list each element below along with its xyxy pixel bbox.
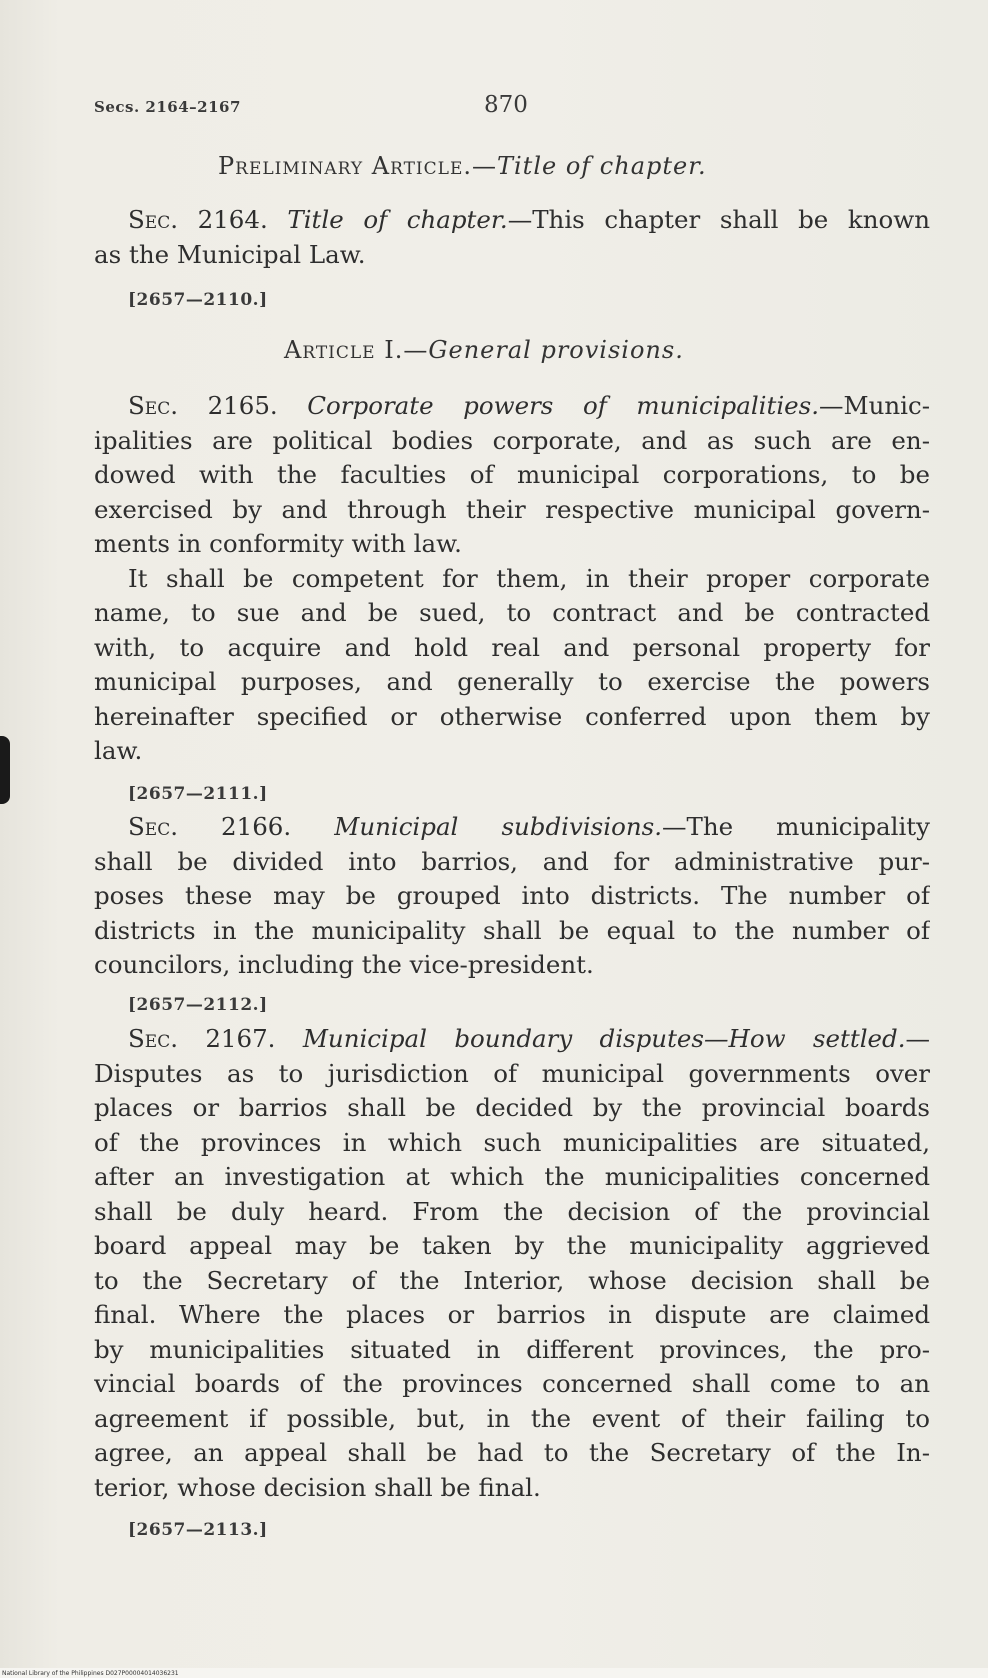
section-line: Sec. 2167. Municipal boundary disputes—How settled.—: [128, 1024, 930, 1053]
section-line: It shall be competent for them, in their proper corporate: [128, 563, 930, 593]
section-2167-reference: [2657—2113.]: [128, 1520, 268, 1540]
section-2166: [94, 810, 930, 983]
section-number: Sec. 2167.: [128, 1024, 303, 1053]
section-title: Municipal subdivisions.: [334, 812, 662, 841]
section-line: to the Secretary of the Interior, whose decision shall be: [94, 1265, 930, 1295]
section-title: Corporate powers of municipalities.: [307, 391, 820, 420]
section-line: after an investigation at which the municipalities concerned: [94, 1162, 930, 1191]
article-1-heading: [284, 336, 684, 364]
section-line: Disputes as to jurisdiction of municipal governments over: [94, 1058, 930, 1088]
section-line: vincial boards of the provinces concerned shall come to an: [94, 1369, 930, 1398]
page-number: 870: [484, 92, 528, 118]
section-line: agreement if possible, but, in the event of their failing to: [94, 1403, 930, 1433]
running-head: Secs. 2164–2167: [94, 98, 241, 116]
section-line: final. Where the places or barrios in dispute are claimed: [94, 1300, 930, 1329]
section-line: of the provinces in which such municipalities are situated,: [94, 1127, 930, 1157]
page-edge-mark: [0, 736, 10, 804]
section-line: law.: [94, 736, 143, 765]
section-line: Sec. 2164. Title of chapter.—This chapter shall be known: [128, 205, 930, 234]
footer-strip: [0, 1668, 988, 1678]
article-1-label: Article I.—: [284, 336, 429, 364]
section-2165-reference: [2657—2111.]: [128, 784, 268, 804]
section-line: terior, whose decision shall be final.: [94, 1472, 541, 1502]
section-2167: [94, 1022, 930, 1505]
section-line: shall be duly heard. From the decision of the provincial: [94, 1196, 930, 1226]
section-line: board appeal may be taken by the municipality aggrieved: [94, 1231, 930, 1260]
section-2164-reference: [2657—2110.]: [128, 290, 268, 310]
preliminary-article-label: Preliminary Article.—: [218, 152, 497, 180]
section-number: Sec. 2165.: [128, 391, 308, 420]
section-line: municipal purposes, and generally to exercise the powers: [94, 667, 930, 696]
section-title: Municipal boundary disputes—How settled.: [302, 1024, 906, 1053]
section-2166-reference: [2657—2112.]: [128, 995, 268, 1015]
section-number: Sec. 2164.: [128, 205, 288, 234]
section-line: poses these may be grouped into districts. The number of: [94, 881, 930, 910]
section-line: Sec. 2165. Corporate powers of municipalities.—Munic-: [128, 391, 930, 420]
section-line: shall be divided into barrios, and for administrative pur-: [94, 846, 930, 876]
preliminary-article-title: Title of chapter.: [497, 152, 707, 180]
section-line: by municipalities situated in different provinces, the pro-: [94, 1334, 930, 1364]
section-number: Sec. 2166.: [128, 812, 335, 841]
section-line: districts in the municipality shall be equal to the number of: [94, 915, 930, 945]
section-line: ments in conformity with law.: [94, 529, 462, 558]
section-line: ipalities are political bodies corporate, and as such are en-: [94, 425, 930, 455]
section-line: agree, an appeal shall be had to the Secretary of the In-: [94, 1438, 930, 1467]
section-2165: [94, 389, 930, 769]
section-line: exercised by and through their respective municipal govern-: [94, 494, 930, 524]
section-line: as the Municipal Law.: [94, 239, 366, 269]
section-line: name, to sue and be sued, to contract and be contracted: [94, 598, 930, 627]
footer-text: National Library of the Philippines D027P00004014036231: [2, 1670, 179, 1677]
section-line: hereinafter specified or otherwise conferred upon them by: [94, 701, 930, 731]
article-1-title: General provisions.: [428, 336, 684, 364]
section-line: dowed with the faculties of municipal corporations, to be: [94, 460, 930, 489]
preliminary-article-heading: [218, 152, 707, 180]
section-title: Title of chapter.: [287, 205, 508, 234]
section-line: councilors, including the vice-president.: [94, 950, 594, 979]
section-line: places or barrios shall be decided by the provincial boards: [94, 1093, 930, 1122]
section-line: with, to acquire and hold real and personal property for: [94, 632, 930, 662]
section-2164: [94, 203, 930, 272]
section-line: Sec. 2166. Municipal subdivisions.—The municipality: [128, 812, 930, 841]
